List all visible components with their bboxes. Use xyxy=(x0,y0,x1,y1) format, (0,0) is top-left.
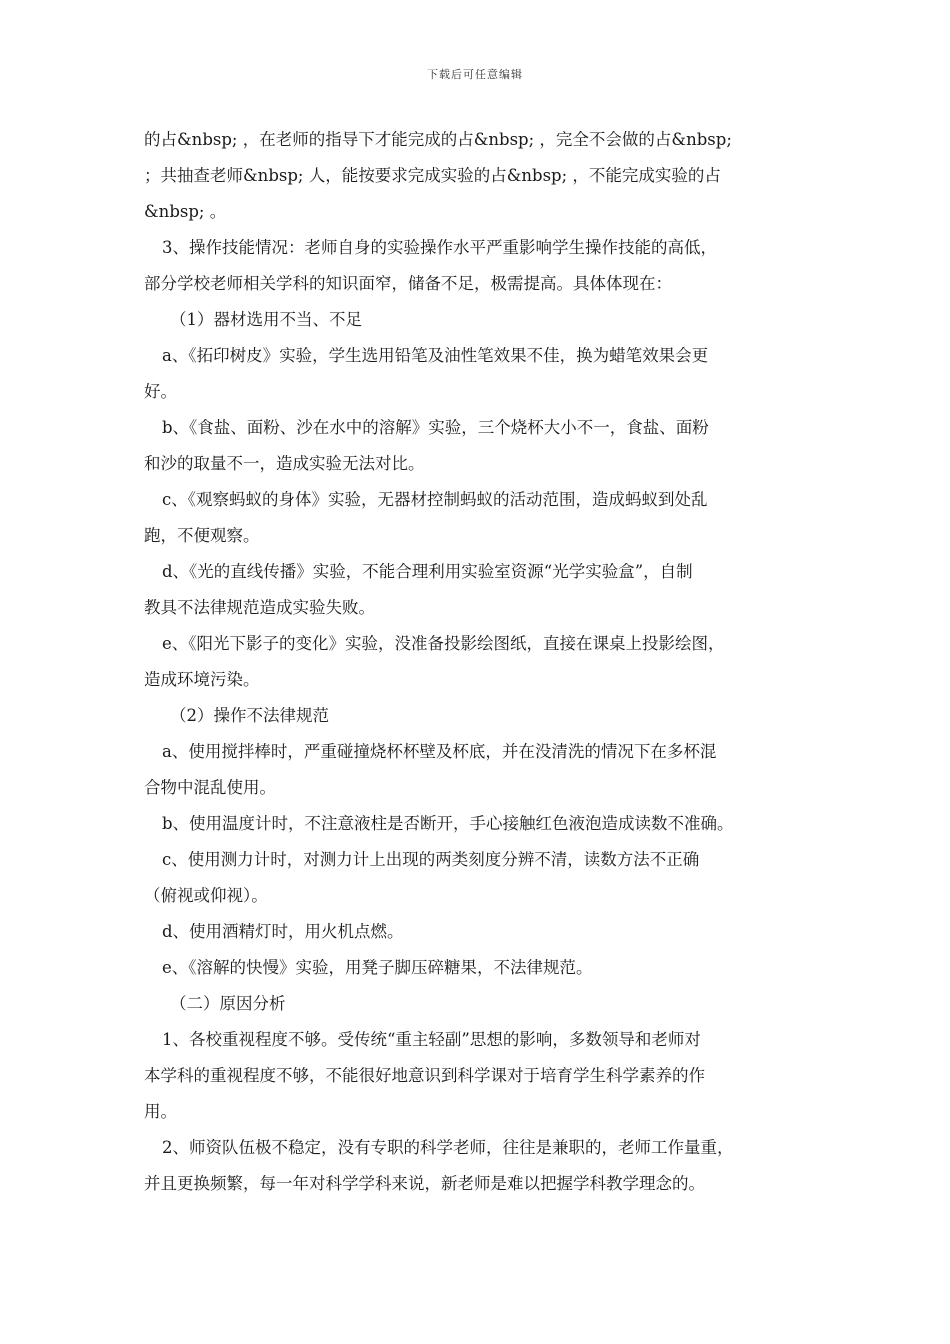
list-item: b、使用温度计时，不注意液柱是否断开，手心接触红色液泡造成读数不准确。 xyxy=(162,814,734,833)
text-line: （俯视或仰视）。 xyxy=(144,886,268,905)
text-line: 本学科的重视程度不够，不能很好地意识到科学课对于培育学生科学素养的作 xyxy=(144,1066,705,1085)
document-body xyxy=(144,122,820,1202)
text-line: 用。 xyxy=(144,1102,177,1121)
section-heading: （1）器材选用不当、不足 xyxy=(170,310,362,329)
text-line: 好。 xyxy=(144,382,177,401)
text-line: 和沙的取量不一，造成实验无法对比。 xyxy=(144,454,425,473)
section-heading: （二）原因分析 xyxy=(170,994,286,1013)
section-heading: （2）操作不法律规范 xyxy=(170,706,329,725)
text-line: 教具不法律规范造成实验失败。 xyxy=(144,598,375,617)
list-item: b、《食盐、面粉、沙在水中的溶解》实验，三个烧杯大小不一，食盐、面粉 xyxy=(162,418,709,437)
text-line: 造成环境污染。 xyxy=(144,670,260,689)
list-item: d、使用酒精灯时，用火机点燃。 xyxy=(162,922,404,941)
list-item: e、《溶解的快慢》实验，用凳子脚压碎糖果，不法律规范。 xyxy=(162,958,593,977)
paragraph-line: 3、操作技能情况：老师自身的实验操作水平严重影响学生操作技能的高低， xyxy=(162,238,717,257)
text-line: 合物中混乱使用。 xyxy=(144,778,276,797)
paragraph-line: 2、师资队伍极不稳定，没有专职的科学老师，往往是兼职的，老师工作量重， xyxy=(162,1138,734,1157)
list-item: e、《阳光下影子的变化》实验，没准备投影绘图纸，直接在课桌上投影绘图， xyxy=(162,634,725,653)
list-item: c、《观察蚂蚁的身体》实验，无器材控制蚂蚁的活动范围，造成蚂蚁到处乱 xyxy=(162,490,708,509)
list-item: d、《光的直线传播》实验，不能合理利用实验室资源“光学实验盒”，自制 xyxy=(162,562,693,581)
paragraph-line: 1、各校重视程度不够。受传统“重主轻副”思想的影响，多数领导和老师对 xyxy=(162,1030,701,1049)
text-line: 的占&nbsp; ，在老师的指导下才能完成的占&nbsp; ，完全不会做的占&nbsp; xyxy=(144,130,732,149)
text-line: 跑，不便观察。 xyxy=(144,526,260,545)
list-item: a、使用搅拌棒时，严重碰撞烧杯杯壁及杯底，并在没清洗的情况下在多杯混 xyxy=(162,742,717,761)
text-line: 部分学校老师相关学科的知识面窄，储备不足，极需提高。具体体现在： xyxy=(144,274,672,293)
text-line: ；共抽查老师&nbsp; 人，能按要求完成实验的占&nbsp; ，不能完成实验的占 xyxy=(144,166,721,185)
text-line: 并且更换频繁，每一年对科学学科来说，新老师是难以把握学科教学理念的。 xyxy=(144,1174,705,1193)
list-item: c、使用测力计时，对测力计上出现的两类刻度分辨不清，读数方法不正确 xyxy=(162,850,700,869)
list-item: a、《拓印树皮》实验，学生选用铅笔及油性笔效果不佳，换为蜡笔效果会更 xyxy=(162,346,709,365)
text-line: &nbsp; 。 xyxy=(144,202,227,221)
page-header: 下载后可任意编辑 xyxy=(427,68,523,81)
